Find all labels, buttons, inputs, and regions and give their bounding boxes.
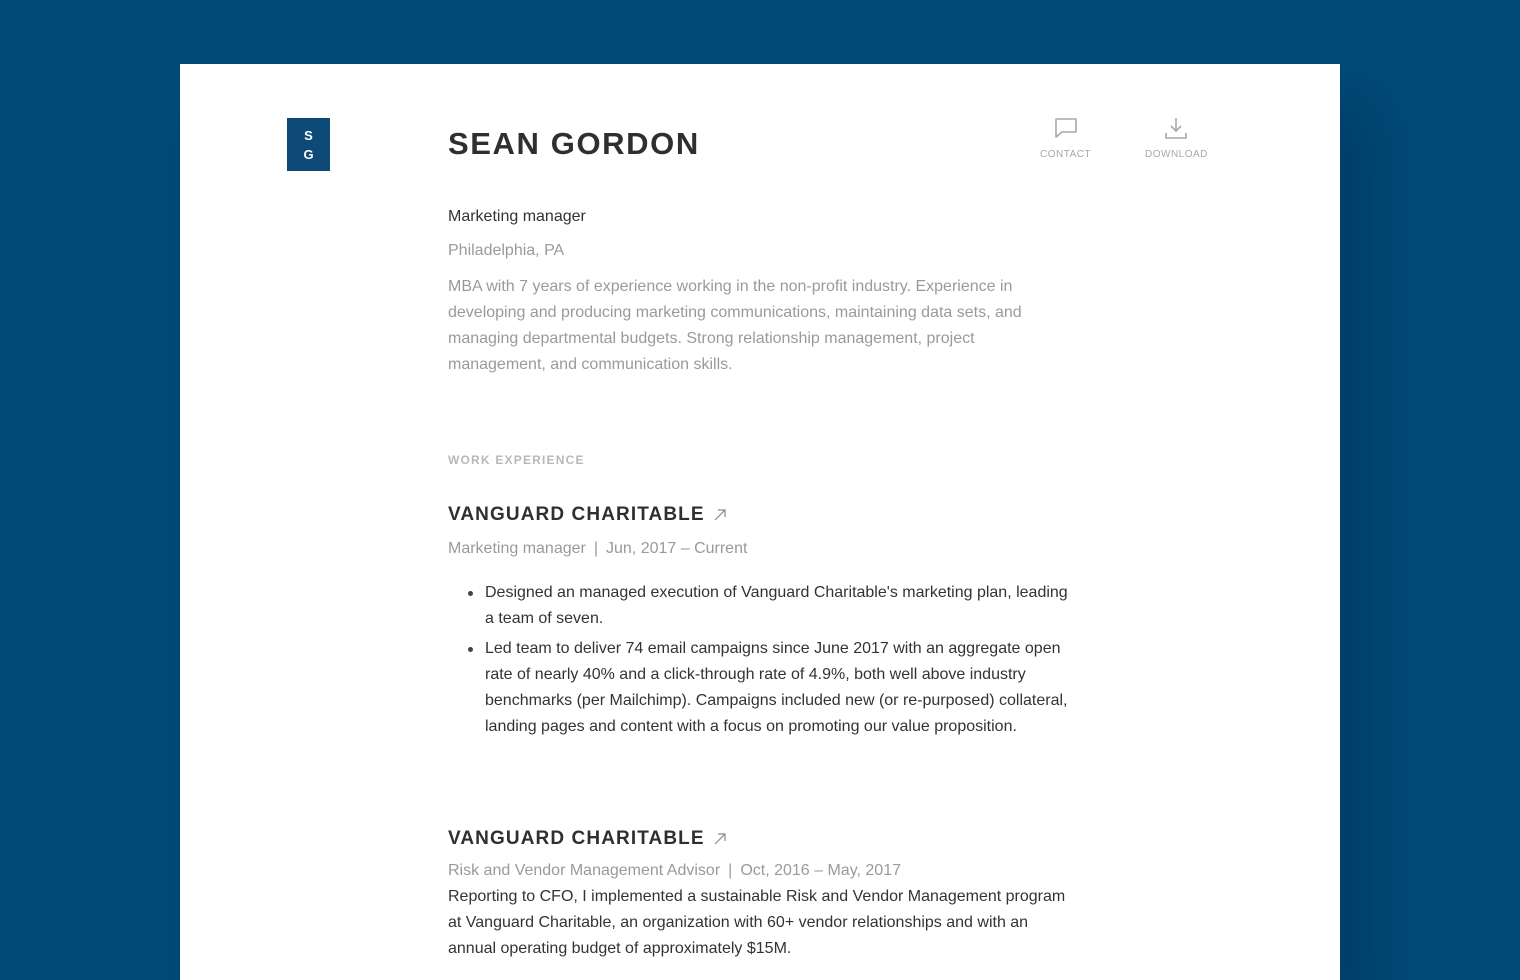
job-title: Risk and Vendor Management Advisor (448, 862, 721, 879)
job-dates: Oct, 2016 – May, 2017 (740, 862, 901, 879)
job-bullet: Designed an managed execution of Vanguard Charitable's marketing plan, leading a team of seven. (448, 580, 1078, 632)
company-name: VANGUARD CHARITABLE (448, 828, 705, 849)
meta-separator: | (593, 540, 598, 557)
job-entry (448, 826, 1078, 962)
download-label: DOWNLOAD (1145, 149, 1208, 160)
job-meta (448, 538, 1078, 560)
candidate-name: SEAN GORDON (448, 126, 700, 161)
contact-button[interactable] (1040, 116, 1091, 160)
job-dates: Jun, 2017 – Current (606, 540, 748, 557)
resume-sheet (180, 64, 1340, 980)
company-link[interactable] (448, 502, 1078, 528)
profile-summary: MBA with 7 years of experience working in the non-profit industry. Experience in developing and producing marketing communications, maintaining data sets, and managing departmental budgets. Strong relationship management, project management, and communication skills. (448, 278, 1022, 373)
location: Philadelphia, PA (448, 242, 565, 259)
job-bullet: Led team to deliver 74 email campaigns since June 2017 with an aggregate open rate of nearly 40% and a click-through rate of 4.9%, both well above industry benchmarks (per Mailchimp). Campaigns included new (or re-purposed) collateral, landing pages and content with a focus on promoting our value proposition. (448, 636, 1078, 740)
download-icon (1163, 116, 1189, 140)
monogram-letter-2: G (303, 146, 314, 162)
job-description: Reporting to CFO, I implemented a sustainable Risk and Vendor Management program at Vanguard Charitable, an organization with 60+ vendor relationships and with an annual operating budget of approximately $15M. (448, 888, 1066, 957)
job-bullets (448, 580, 1078, 740)
current-role: Marketing manager (448, 208, 586, 225)
company-name: VANGUARD CHARITABLE (448, 504, 705, 525)
job-entry (448, 502, 1078, 744)
download-button[interactable] (1145, 116, 1208, 160)
job-meta (448, 860, 1078, 882)
contact-label: CONTACT (1040, 149, 1092, 160)
monogram-logo (287, 118, 330, 171)
company-link[interactable] (448, 826, 1078, 852)
job-title: Marketing manager (448, 540, 586, 557)
speech-bubble-icon (1053, 116, 1079, 140)
meta-separator: | (728, 862, 733, 879)
external-link-arrow-icon (713, 832, 727, 846)
external-link-arrow-icon (713, 508, 727, 522)
work-experience-heading: WORK EXPERIENCE (448, 453, 585, 467)
monogram-letter-1: S (304, 127, 313, 143)
